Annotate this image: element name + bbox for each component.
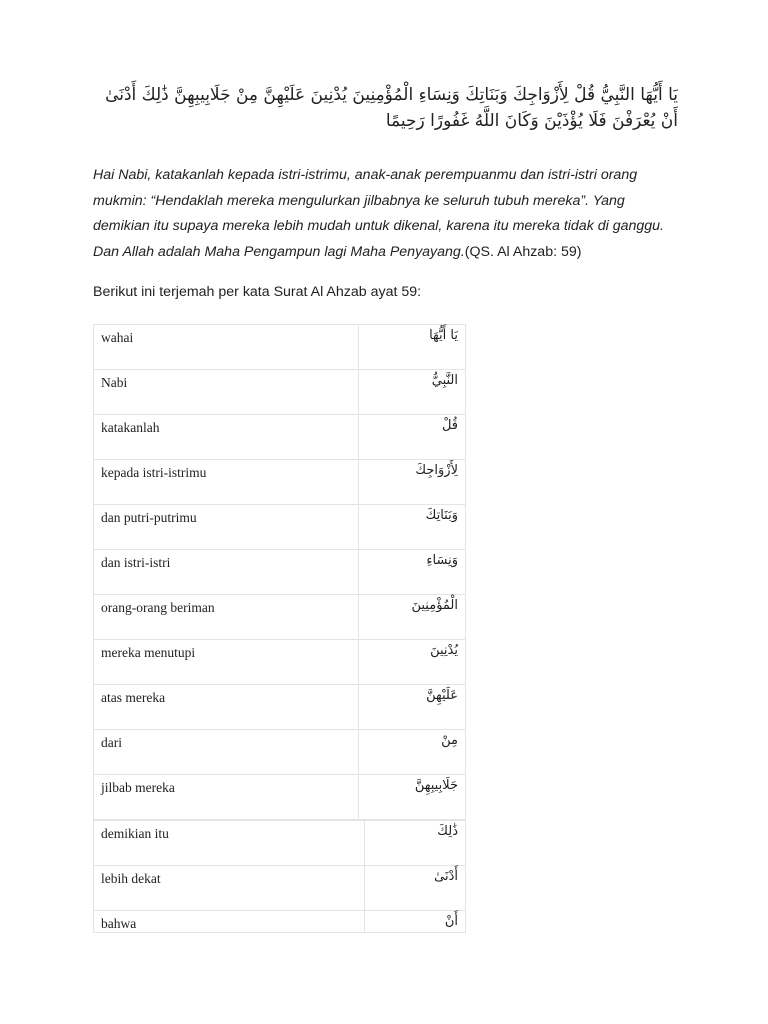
table-row	[94, 821, 466, 866]
table-body	[94, 325, 466, 820]
table-row	[94, 685, 466, 730]
arabic-word-cell: وَنِسَاءِ	[359, 550, 466, 595]
word-translation-table-continued	[93, 820, 466, 933]
indonesian-word-cell: dan putri-putrimu	[94, 505, 359, 550]
table-row	[94, 415, 466, 460]
table-row	[94, 730, 466, 775]
indonesian-word-cell: mereka menutupi	[94, 640, 359, 685]
indonesian-word-cell: dari	[94, 730, 359, 775]
arabic-word-cell: أَدْنَىٰ	[365, 866, 466, 911]
indonesian-word-cell: kepada istri-istrimu	[94, 460, 359, 505]
indonesian-word-cell: jilbab mereka	[94, 775, 359, 820]
indonesian-word-cell: wahai	[94, 325, 359, 370]
table-row	[94, 460, 466, 505]
arabic-word-cell: ذَٰلِكَ	[365, 821, 466, 866]
arabic-verse: يَا أَيُّهَا النَّبِيُّ قُلْ لِأَزْوَاجِكَ وَبَنَاتِكَ وَنِسَاءِ الْمُؤْمِنِينَ يُدْنِينَ عَلَيْهِنَّ مِنْ جَلَابِيبِهِنَّ ذَٰلِكَ أَدْنَىٰ أَنْ يُعْرَفْنَ فَلَا يُؤْذَيْنَ وَكَانَ اللَّهُ غَفُورًا رَحِيمًا	[105, 85, 678, 131]
indonesian-word-cell: lebih dekat	[94, 866, 365, 911]
arabic-word-cell: النَّبِيُّ	[359, 370, 466, 415]
arabic-word-cell: يُدْنِينَ	[359, 640, 466, 685]
arabic-word-cell: الْمُؤْمِنِينَ	[359, 595, 466, 640]
verse-reference: (QS. Al Ahzab: 59)	[464, 243, 582, 260]
indonesian-word-cell: demikian itu	[94, 821, 365, 866]
table-row	[94, 550, 466, 595]
table-row	[94, 595, 466, 640]
table-row	[94, 911, 466, 933]
indonesian-word-cell: bahwa	[94, 911, 365, 933]
indonesian-word-cell: atas mereka	[94, 685, 359, 730]
indonesian-word-cell: Nabi	[94, 370, 359, 415]
table-row	[94, 325, 466, 370]
table-body	[94, 821, 466, 933]
indonesian-word-cell: dan istri-istri	[94, 550, 359, 595]
verse-translation	[93, 163, 668, 265]
table-row	[94, 370, 466, 415]
arabic-word-cell: لِأَزْوَاجِكَ	[359, 460, 466, 505]
table-row	[94, 640, 466, 685]
arabic-word-cell: وَبَنَاتِكَ	[359, 505, 466, 550]
arabic-word-cell: قُلْ	[359, 415, 466, 460]
indonesian-word-cell: orang-orang beriman	[94, 595, 359, 640]
translation-text: Hai Nabi, katakanlah kepada istri-istrimu, anak-anak perempuanmu dan istri-istri orang mukmin: “Hendaklah mereka mengulurkan jilbabnya ke seluruh tubuh mereka”. Yang demikian itu supaya mereka lebih mudah untuk dikenal, karena itu mereka tidak di ganggu. Dan Allah adalah Maha Pengampun lagi Maha Penyayang.	[93, 167, 664, 260]
table-row	[94, 866, 466, 911]
arabic-word-cell: مِنْ	[359, 730, 466, 775]
arabic-word-cell: أَنْ	[365, 911, 466, 933]
arabic-word-cell: يَا أَيُّهَا	[359, 325, 466, 370]
word-translation-table	[93, 324, 466, 820]
indonesian-word-cell: katakanlah	[94, 415, 359, 460]
arabic-word-cell: عَلَيْهِنَّ	[359, 685, 466, 730]
table-row	[94, 505, 466, 550]
table-row	[94, 775, 466, 820]
arabic-word-cell: جَلَابِيبِهِنَّ	[359, 775, 466, 820]
intro-text: Berikut ini terjemah per kata Surat Al Ahzab ayat 59:	[93, 284, 422, 300]
